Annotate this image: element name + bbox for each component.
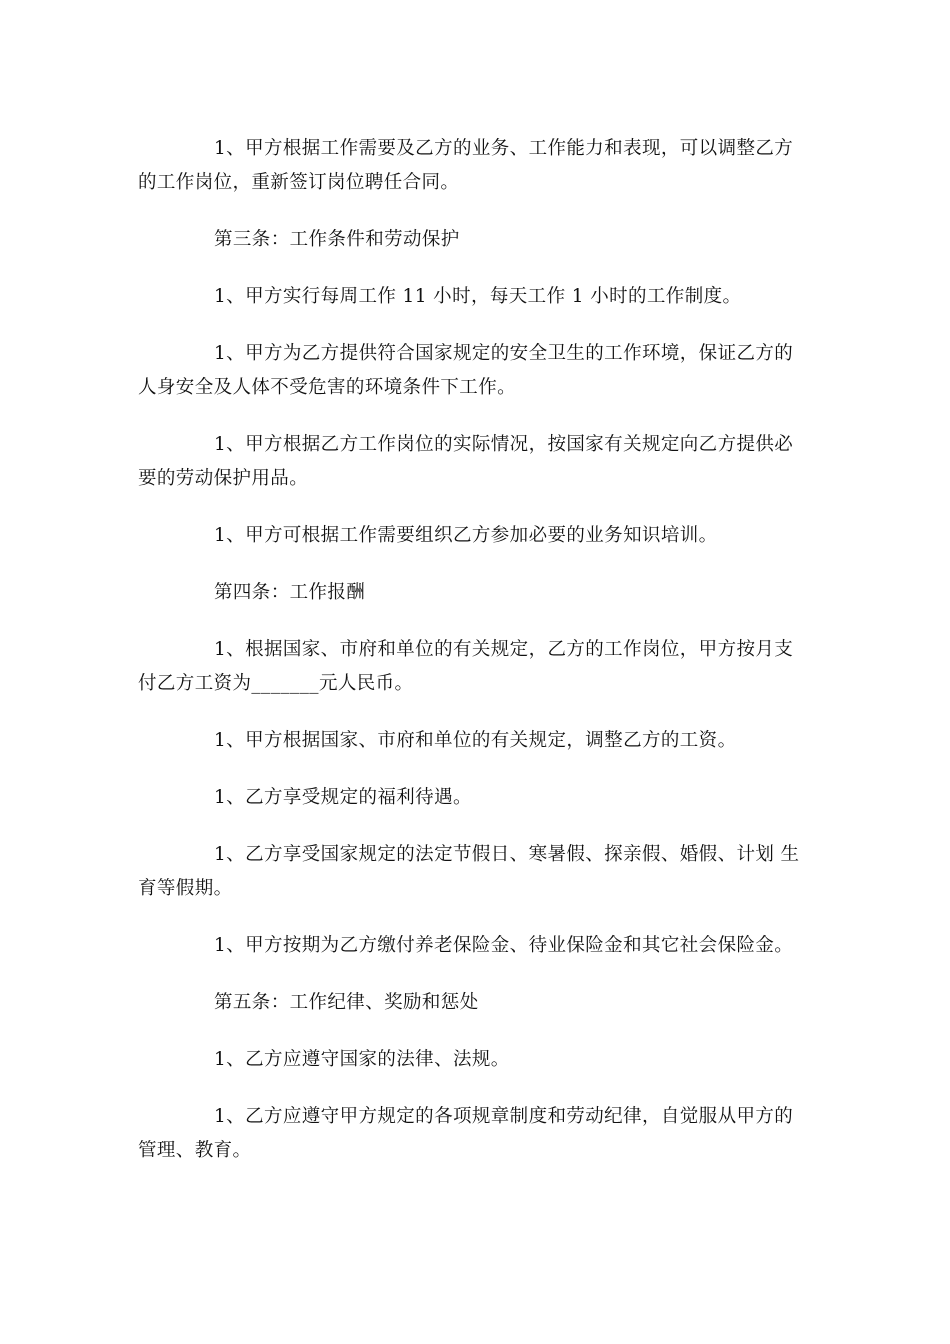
clause-paragraph: 1、甲方根据工作需要及乙方的业务、工作能力和表现，可以调整乙方的工作岗位，重新签订岗位聘任合同。 (138, 138, 794, 193)
clause-paragraph: 1、乙方应遵守国家的法律、法规。 (214, 1049, 510, 1070)
clause-paragraph: 1、甲方为乙方提供符合国家规定的安全卫生的工作环境，保证乙方的人身安全及人体不受危害的环境条件下工作。 (138, 343, 794, 398)
clause-paragraph: 1、甲方实行每周工作 11 小时，每天工作 1 小时的工作制度。 (214, 286, 742, 307)
clause-paragraph: 1、甲方根据乙方工作岗位的实际情况，按国家有关规定向乙方提供必要的劳动保护用品。 (138, 434, 794, 489)
document-body (138, 132, 810, 1191)
section-heading: 第四条：工作报酬 (214, 582, 366, 603)
clause-paragraph: 1、乙方享受国家规定的法定节假日、寒暑假、探亲假、婚假、计划 生育等假期。 (138, 844, 800, 899)
clause-paragraph: 1、根据国家、市府和单位的有关规定，乙方的工作岗位，甲方按月支付乙方工资为_______元人民币。 (138, 639, 794, 694)
clause-paragraph: 1、甲方按期为乙方缴付养老保险金、待业保险金和其它社会保险金。 (214, 935, 794, 956)
clause-paragraph: 1、甲方可根据工作需要组织乙方参加必要的业务知识培训。 (214, 525, 718, 546)
section-heading: 第五条：工作纪律、奖励和惩处 (214, 992, 479, 1013)
clause-paragraph: 1、乙方享受规定的福利待遇。 (214, 787, 472, 808)
clause-paragraph: 1、甲方根据国家、市府和单位的有关规定，调整乙方的工资。 (214, 730, 737, 751)
clause-paragraph: 1、乙方应遵守甲方规定的各项规章制度和劳动纪律，自觉服从甲方的管理、教育。 (138, 1106, 794, 1161)
section-heading: 第三条：工作条件和劳动保护 (214, 229, 460, 250)
